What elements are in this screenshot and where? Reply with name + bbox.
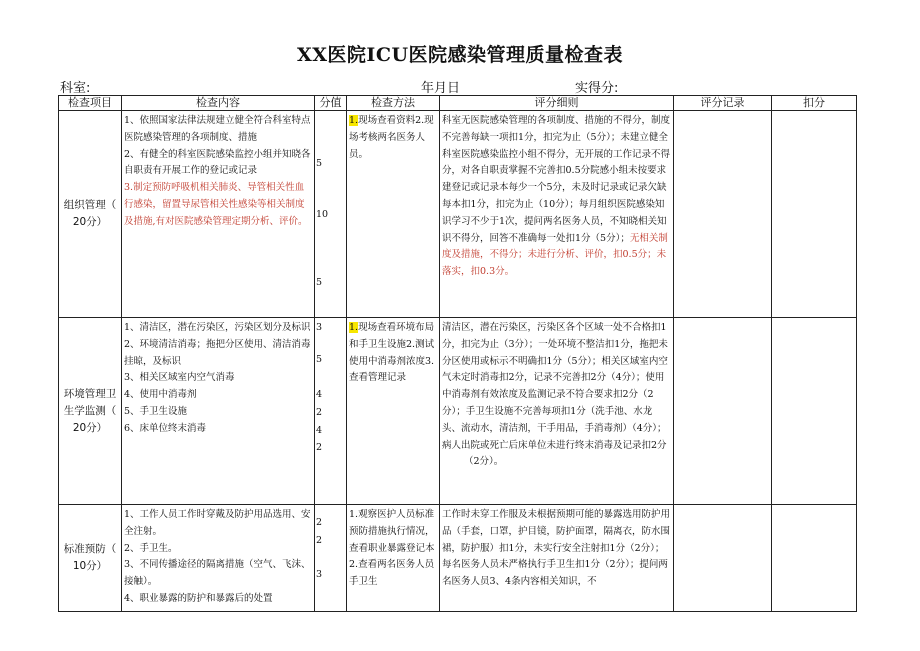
- score-obtained-label: 实得分:: [575, 81, 619, 96]
- check-item-cell: 组织管理（ 20分）: [59, 111, 122, 318]
- scoring-rules-cell: 工作时未穿工作服及未根据预期可能的暴露选用防护用品（手套，口罩，护目镜，防护面罩，隔离衣，防水围裙，防护服）扣1分，未实行安全注射扣1分（2分）；每名医务人员未严格执行手卫生扣1分（2分）；提问两名医务人员3、4条内容相关知识，不: [440, 505, 674, 612]
- column-header: 检查方法: [347, 96, 440, 111]
- deduction-cell: [772, 318, 857, 505]
- page-title: XX医院ICU医院感染管理质量检查表: [296, 44, 624, 66]
- highlight-mark: 1.: [349, 322, 359, 333]
- column-header: 评分记录: [674, 96, 772, 111]
- column-header: 评分细则: [440, 96, 674, 111]
- department-label: 科室:: [60, 81, 91, 96]
- score-record-cell: [674, 505, 772, 612]
- deduction-cell: [772, 111, 857, 318]
- table-row: [59, 318, 857, 505]
- score-record-cell: [674, 111, 772, 318]
- score-cell: 2 2 3: [315, 505, 347, 612]
- check-method-cell: 1.观察医护人员标准预防措施执行情况，查看职业暴露登记本2.查看两名医务人员手卫生: [347, 505, 440, 612]
- table-row: [59, 111, 857, 318]
- check-item-cell: 环境管理卫 生学监测（ 20分）: [59, 318, 122, 505]
- check-item-cell: 标准预防（ 10分）: [59, 505, 122, 612]
- highlight-mark: 1.: [349, 115, 359, 126]
- column-header: 检查内容: [122, 96, 315, 111]
- scoring-rules-cell: 科室无医院感染管理的各项制度、措施的不得分，制度不完善每缺一项扣1分，扣完为止（5分）；未建立健全科室医院感染监控小组不得分，无开展的工作记录不得分，对各自职责掌握不完善扣0.5分院感小组未按要求建登记或记录本每少一个5分，未及时记录或记录欠缺每本扣1分，扣完为止（10分）；每月组织医院感染知识学习不少于1次，提问两名医务人员，不知晓相关知识不得分，回答不准确每一处扣1分（5分）；无相关制度及措施，不得分；未进行分析、评价，扣0.5分；未落实，扣0.3分。: [440, 111, 674, 318]
- date-label: 年月日: [421, 81, 461, 96]
- scoring-rules-cell: 清洁区，潜在污染区，污染区各个区域一处不合格扣1分，扣完为止（3分）；一处环境不整洁扣1分，拖把未分区使用或标示不明确扣1分（5分）；相关区域室内空气未定时消毒扣2分，记录不完善扣2分（4分）；使用中消毒剂有效浓度及监测记录不符合要求扣2分（2分）；手卫生设施不完善每项扣1分（洗手池、水龙头、流动水，清洁剂，干手用品，手消毒剂）（4分）；病人出院或死亡后床单位未进行终末消毒及记录扣2分 （2分）。: [440, 318, 674, 505]
- check-method-cell: 1.现场查看环境布局和手卫生设施2.测试使用中消毒剂浓度3.查看管理记录: [347, 318, 440, 505]
- column-header: 分值: [315, 96, 347, 111]
- column-header: 扣分: [772, 96, 857, 111]
- score-record-cell: [674, 318, 772, 505]
- check-content-cell: 1、清洁区，潜在污染区，污染区划分及标识 2、环境清洁消毒；拖把分区使用、清洁消毒挂晾，及标识 3、相关区域室内空气消毒 4、使用中消毒剂 5、手卫生设施 6、床单位终末消毒: [122, 318, 315, 505]
- table-row: [59, 505, 857, 612]
- deduction-cell: [772, 505, 857, 612]
- score-cell: 5 10 5: [315, 111, 347, 318]
- check-method-cell: 1.现场查看资料2.现场考核两名医务人员。: [347, 111, 440, 318]
- score-cell: 3 5 4 2 4 2: [315, 318, 347, 505]
- check-content-cell: 1、工作人员工作时穿戴及防护用品选用、安全注射。 2、手卫生。 3、不同传播途径的隔离措施（空气、飞沫、接触）。 4、职业暴露的防护和暴露后的处置: [122, 505, 315, 612]
- inspection-table: [58, 95, 857, 612]
- check-content-cell: 1、依照国家法律法规建立健全符合科室特点医院感染管理的各项制度、措施 2、有健全的科室医院感染监控小组并知晓各自职责有开展工作的登记或记录 3.制定预防呼吸机相关肺炎、导管相关性血行感染，留置导尿管相关性感染等相关制度及措施,有对医院感染管理定期分析、评价。: [122, 111, 315, 318]
- column-header: 检查项目: [59, 96, 122, 111]
- table-header-row: [59, 96, 857, 111]
